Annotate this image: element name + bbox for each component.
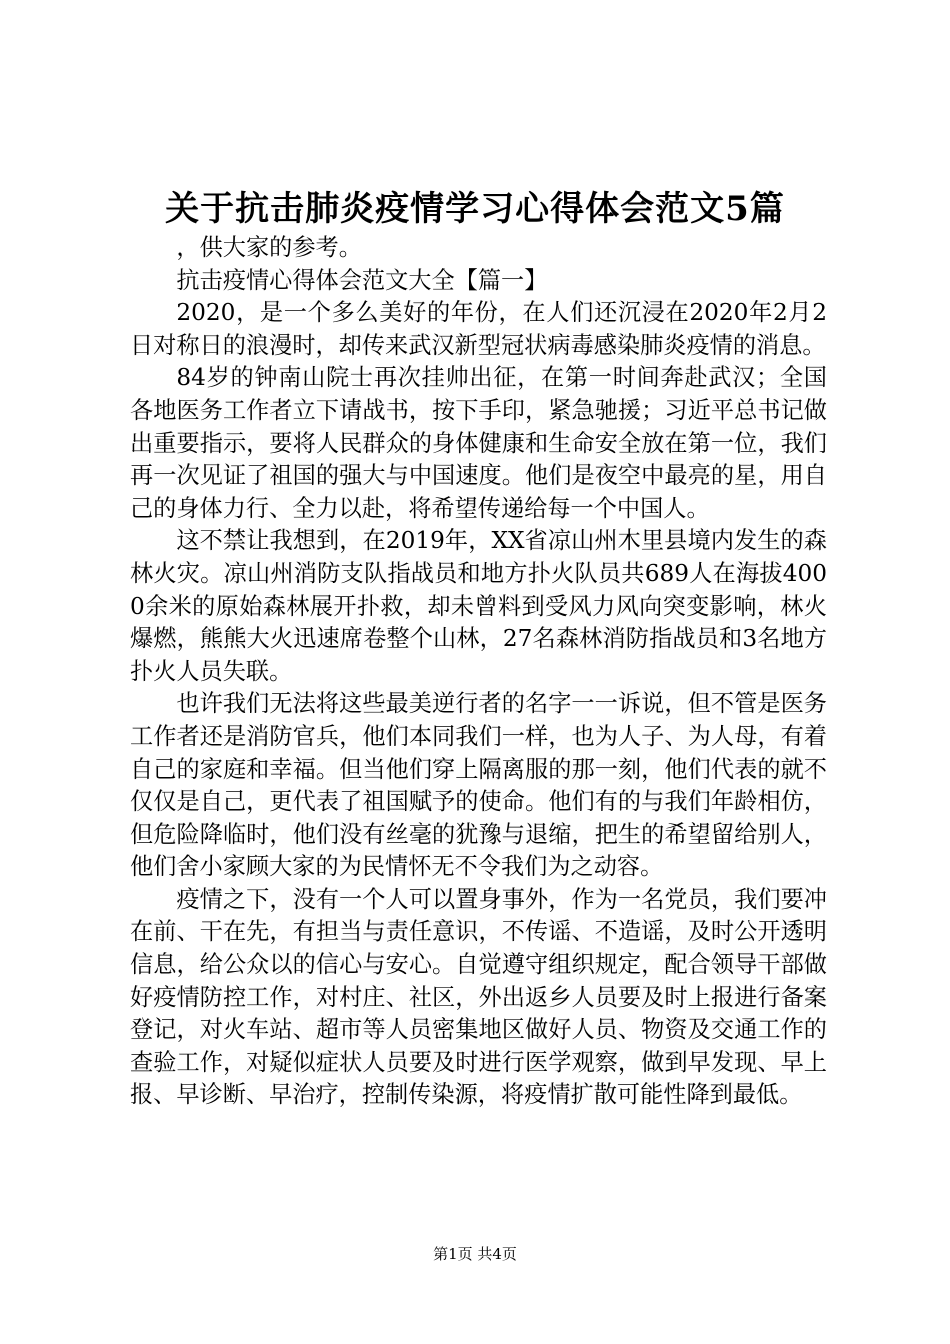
document-body: [130, 232, 827, 1112]
paragraph: 疫情之下，没有一个人可以置身事外，作为一名党员，我们要冲在前、干在先，有担当与责任意识，不传谣、不造谣，及时公开透明信息，给公众以的信心与安心。自觉遵守组织规定，配合领导干部做好疫情防控工作，对村庄、社区，外出返乡人员要及时上报进行备案登记，对火车站、超市等人员密集地区做好人员、物资及交通工作的查验工作，对疑似症状人员要及时进行医学观察，做到早发现、早上报、早诊断、早治疗，控制传染源，将疫情扩散可能性降到最低。: [130, 885, 827, 1109]
paragraph: 这不禁让我想到，在2019年，XX省凉山州木里县境内发生的森林火灾。凉山州消防支队指战员和地方扑火队员共689人在海拔4000余米的原始森林展开扑救，却未曾料到受风力风向突变影响，林火爆燃，熊熊大火迅速席卷整个山林，27名森林消防指战员和3名地方扑火人员失联。: [130, 527, 827, 685]
paragraph: 84岁的钟南山院士再次挂帅出征，在第一时间奔赴武汉；全国各地医务工作者立下请战书，按下手印，紧急驰援；习近平总书记做出重要指示，要将人民群众的身体健康和生命安全放在第一位，我们再一次见证了祖国的强大与中国速度。他们是夜空中最亮的星，用自己的身体力行、全力以赴，将希望传递给每一个中国人。: [130, 364, 827, 522]
page-footer: 第1页 共4页: [433, 1245, 517, 1263]
paragraph: 2020，是一个多么美好的年份，在人们还沉浸在2020年2月2日对称日的浪漫时，却传来武汉新型冠状病毒感染肺炎疫情的消息。: [130, 299, 827, 359]
section-heading: 抗击疫情心得体会范文大全【篇一】: [176, 266, 548, 294]
page-title: 关于抗击肺炎疫情学习心得体会范文5篇: [165, 189, 785, 229]
paragraph-intro: ，供大家的参考。: [176, 234, 362, 261]
paragraph: 也许我们无法将这些最美逆行者的名字一一诉说，但不管是医务工作者还是消防官兵，他们本同我们一样，也为人子、为人母，有着自己的家庭和幸福。但当他们穿上隔离服的那一刻，他们代表的就不仅仅是自己，更代表了祖国赋予的使命。他们有的与我们年龄相仿，但危险降临时，他们没有丝毫的犹豫与退缩，把生的希望留给别人，他们舍小家顾大家的为民情怀无不令我们为之动容。: [130, 690, 827, 881]
